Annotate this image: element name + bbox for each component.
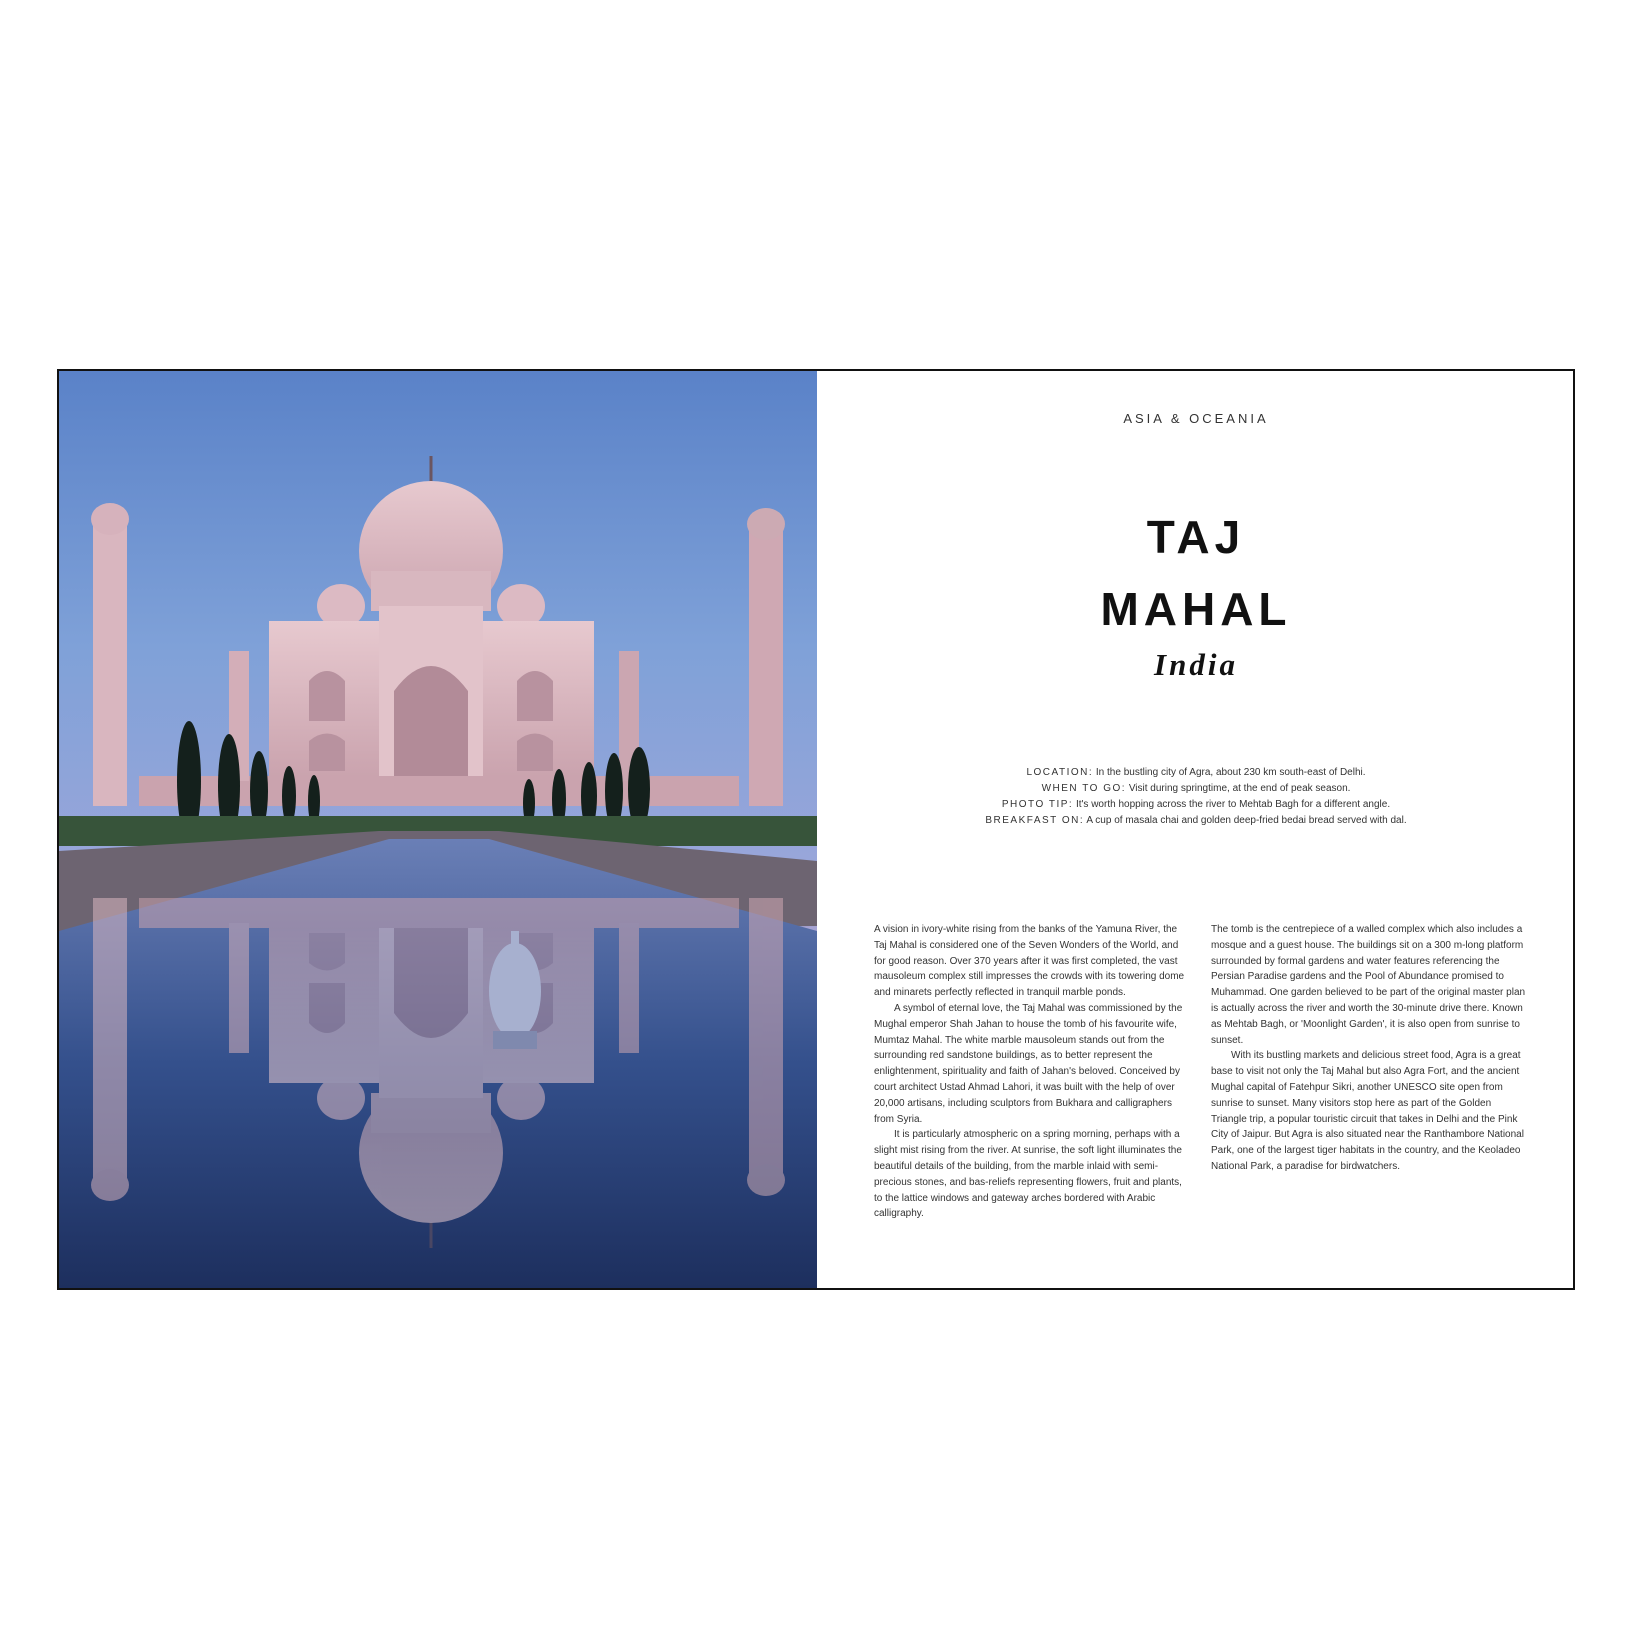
body-column-1 — [874, 922, 1192, 1222]
fact-photo-tip: PHOTO TIP: It's worth hopping across the river to Mehtab Bagh for a different angle. — [1001, 799, 1391, 810]
title-line-1: TAJ — [1146, 511, 1246, 563]
body-paragraph: A symbol of eternal love, the Taj Mahal was commissioned by the Mughal emperor Shah Jahan to house the tomb of his favourite wife, Mumtaz Mahal. The white marble mausoleum stands out from the surrounding red sandstone buildings, as to better represent the enlightenment, spirituality and faith of Jahan's beloved. Conceived by court architect Ustad Ahmad Lahori, it was built with the help of over 20,000 artisans, including sculptors from Bukhara and calligraphers from Syria. — [874, 1002, 1183, 1125]
text-page — [819, 371, 1573, 1288]
title-line-2: MAHAL — [1100, 583, 1292, 635]
body-paragraph: The tomb is the centrepiece of a walled complex which also includes a mosque and a guest house. The buildings sit on a 300 m-long platform surrounded by formal gardens and water features referencing the Persian Paradise gardens and the Pool of Abundance promised to Muhammad. One garden believed to be part of the original master plan is actually across the river and worth the 30-minute drive there. Known as Mehtab Bagh, or 'Moonlight Garden', it is also open from sunrise to sunset. — [1211, 924, 1526, 1046]
taj-mahal-photo — [59, 371, 817, 1288]
fact-list — [819, 765, 1573, 829]
country-subtitle: India — [1154, 647, 1238, 682]
body-paragraph: A vision in ivory-white rising from the banks of the Yamuna River, the Taj Mahal is considered one of the Seven Wonders of the World, and for good reason. Over 370 years after it was first completed, the vast mausoleum complex still impresses the crowds with its towering dome and minarets perfectly reflected in tranquil marble ponds. — [874, 924, 1185, 999]
book-spread — [57, 369, 1575, 1290]
fact-location: LOCATION: In the bustling city of Agra, about 230 km south-east of Delhi. — [1026, 767, 1366, 778]
fact-when-to-go: WHEN TO GO: Visit during springtime, at the end of peak season. — [1041, 783, 1351, 794]
section-heading: ASIA & OCEANIA — [1123, 411, 1269, 426]
body-paragraph: It is particularly atmospheric on a spring morning, perhaps with a slight mist rising from the river. At sunrise, the soft light illuminates the beautiful details of the building, from the marble inlaid with semi-precious stones, and bas-reliefs representing flowers, fruit and plants, to the lattice windows and gateway arches bordered with Arabic calligraphy. — [874, 1129, 1182, 1220]
body-column-2 — [1211, 922, 1529, 1175]
fact-breakfast: BREAKFAST ON: A cup of masala chai and golden deep-fried bedai bread served with dal. — [985, 815, 1407, 826]
body-paragraph: With its bustling markets and delicious street food, Agra is a great base to visit not only the Taj Mahal but also Agra Fort, and the ancient Mughal capital of Fatehpur Sikri, another UNESCO site open from sunrise to sunset. Many visitors stop here as part of the Golden Triangle trip, a popular touristic circuit that takes in Delhi and the Pink City of Jaipur. But Agra is also situated near the Ranthambore National Park, one of the largest tiger habitats in the country, and the Keoladeo National Park, a paradise for birdwatchers. — [1211, 1050, 1524, 1172]
page-title — [819, 501, 1573, 645]
